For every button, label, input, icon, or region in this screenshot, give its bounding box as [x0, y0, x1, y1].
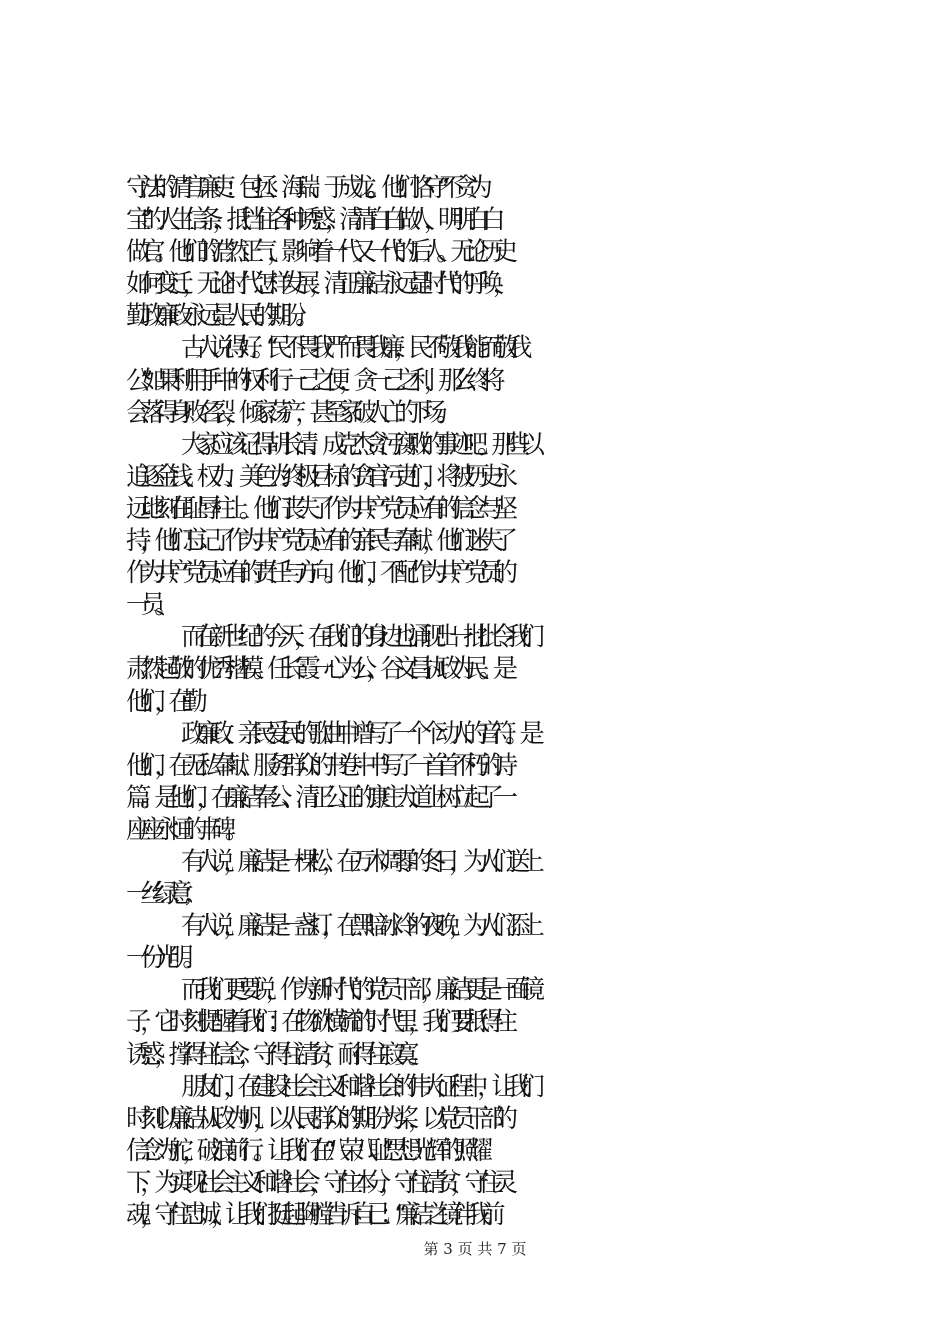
text-line: 有人说，廉洁是一棵松，在万木凋零的冬日，为人们送上: [181, 846, 534, 877]
text-line: 有人说，廉洁是一盏灯，在黑暗冰冷的夜晚，为人们添上: [181, 911, 534, 942]
text-line: 一员。: [126, 590, 169, 621]
text-line: 大家应该记得胡长清、成克杰贪污腐败的事迹吧。那些以: [181, 429, 534, 460]
text-line: 而在新世纪的今天，在我们的身边也涌现出一批批令我们: [181, 622, 534, 653]
text-line: 时刻以廉洁从政为帆，以人民群众的期盼为桨，以党员干部的: [126, 1103, 507, 1134]
text-line: 诱惑，撑得住信念，守得住清贫，耐得住寂寞。: [126, 1039, 423, 1070]
page-footer: 第 3 页 共 7 页: [423, 1240, 527, 1258]
text-line: 子，它时刻提醒着我们：在物欲横流的时代里，我们要抵得住: [126, 1007, 507, 1038]
text-line: 篇。是他们，在廉洁奉公、清正公正的康庄大道上树立起了一: [126, 782, 507, 813]
text-line: 他们，在勤: [126, 686, 197, 717]
text-line: 会落得身败名裂，倾家荡产，甚至家破人亡的下场。: [126, 397, 451, 428]
text-line: 魂，守住忠诚，让我们挺起胸膛告诉自己：“廉洁之镜伴我前: [126, 1200, 495, 1230]
text-line: 信念为舵，破浪前行。让我们在“八荣八耻”思想光辉的照耀: [126, 1135, 482, 1166]
text-line: 勤政廉政永远是人民的期盼。: [126, 301, 310, 332]
text-line: 座座永恒的丰碑。: [126, 814, 239, 845]
text-line: 而我们更要说，作为新时代的党员干部，廉洁更是一面镜: [181, 975, 534, 1006]
text-line: 下，为实现社会主义和谐社会，守住本分，守住清贫，守住灵: [126, 1167, 507, 1198]
document-body: [126, 172, 836, 1231]
text-line: 一丝绿意；: [126, 879, 197, 910]
text-line: 做官。他们的浩然正气，影响着一代又一代的后人。无论历史: [126, 237, 507, 268]
text-line: 如何变迁，无论时代怎样发展，清正廉洁永远是时代的呼唤，: [126, 269, 507, 300]
text-line: 远地刻在耻辱柱上。他们丧失了作为共产党员应有的信念与坚: [126, 493, 507, 524]
text-line: 肃然起敬的优秀楷模。任长霞一心为公，谷文昌执政为民。是: [126, 654, 507, 685]
text-line: 朋友们，在建设社会主义和谐社会的伟大征程中，让我们: [181, 1071, 534, 1102]
text-line: 作为共产党员应有的责任与方向。他们，不配作为共产党员的: [126, 558, 507, 589]
text-line: 持，他们忘记了作为共产党员应有的亲民与奉献，他们迷失了: [126, 526, 507, 557]
text-line: 一份光明。: [126, 943, 197, 974]
text-line: 政廉政、亲民爱民的歌曲中谱写了一个个动人的音符。是: [181, 718, 534, 749]
text-line: 宝”的人生信条，抵挡住各种诱惑，清清白白做人，明明白白: [126, 205, 495, 236]
text-line: 追逐金钱、权力、美色为终极目标的贪官污吏们，将被历史永: [126, 461, 507, 492]
text-line: 守法的清官廉吏：包拯、海瑞、于成龙。。他们恪守“不贪为: [126, 173, 482, 203]
text-line: 他们，在无私奉献、服务群众的书卷中书写了一首首不朽的诗: [126, 750, 507, 781]
text-line: 古人说得好。“民不畏我严而畏我廉，民不敬我能而敬我: [181, 333, 522, 364]
text-line: 公”如果利用手中的权利行一己之便，贪一己之利，那么终将: [126, 365, 495, 396]
